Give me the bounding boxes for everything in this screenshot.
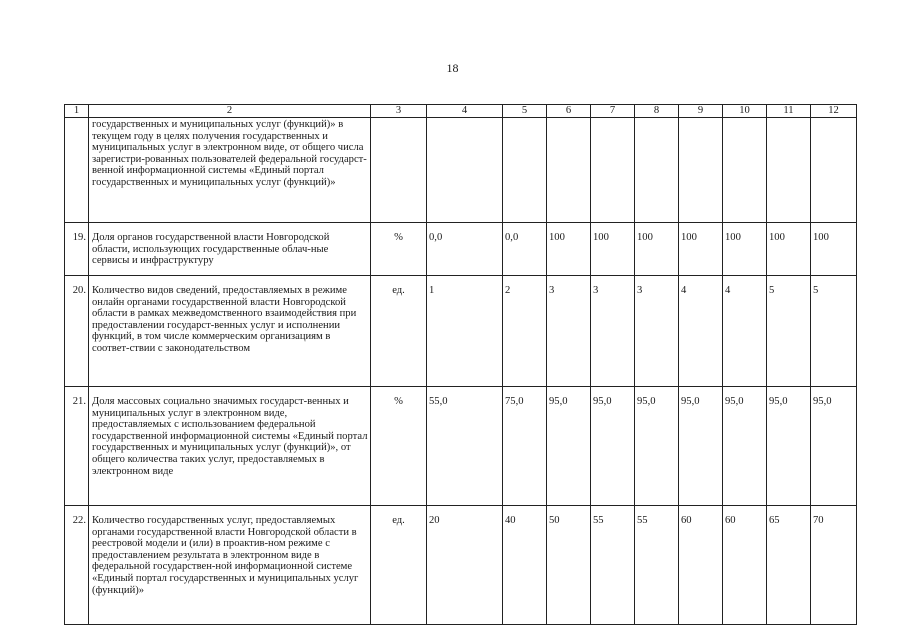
indicator-description-cell: Доля органов государственной власти Новгородской области, использующих государственные облач-ные сервисы и инфраструктуру [89, 223, 371, 276]
indicators-table [64, 104, 857, 625]
value-cell: 3 [635, 276, 679, 387]
value-cell: 55,0 [427, 387, 503, 506]
value-cell: 3 [547, 276, 591, 387]
value-cell: 4 [679, 276, 723, 387]
value-cell [591, 118, 635, 223]
value-cell [547, 118, 591, 223]
value-cell: 95,0 [547, 387, 591, 506]
value-cell: 75,0 [503, 387, 547, 506]
table-row [65, 506, 857, 625]
indicator-description-cell: Количество видов сведений, предоставляемых в режиме онлайн органами государственной власти Новгородской области в рамках межведомственного взаимодействия при предоставлении государст-венных услуг и исполнении функций, в том числе коммерческим организациям в соответ-ствии с законодательством [89, 276, 371, 387]
header-cell: 10 [723, 105, 767, 118]
value-cell: 20 [427, 506, 503, 625]
value-cell: 100 [767, 223, 811, 276]
value-cell [635, 118, 679, 223]
header-cell: 8 [635, 105, 679, 118]
row-number-cell: 21. [65, 387, 89, 506]
unit-cell: ед. [371, 276, 427, 387]
value-cell: 70 [811, 506, 857, 625]
header-cell: 2 [89, 105, 371, 118]
page-number: 18 [446, 61, 459, 75]
value-cell: 95,0 [591, 387, 635, 506]
table-row [65, 118, 857, 223]
value-cell: 60 [679, 506, 723, 625]
value-cell: 95,0 [767, 387, 811, 506]
value-cell: 55 [591, 506, 635, 625]
value-cell: 95,0 [811, 387, 857, 506]
indicator-description-cell: Количество государственных услуг, предоставляемых органами государственной власти Новгородской области в реестровой модели и (или) в проактив-ном режиме с предоставлением результата в электронном виде в федеральной государствен-ной информационной системе «Единый портал государственных и муниципальных услуг (функций)» [89, 506, 371, 625]
value-cell: 0,0 [503, 223, 547, 276]
value-cell: 100 [811, 223, 857, 276]
table-row [65, 276, 857, 387]
header-cell: 7 [591, 105, 635, 118]
value-cell: 95,0 [679, 387, 723, 506]
value-cell [811, 118, 857, 223]
unit-cell: % [371, 387, 427, 506]
indicator-description-cell: Доля массовых социально значимых государст-венных и муниципальных услуг в электронном виде, предоставляемых с использованием федеральной государственной информационной системы «Единый портал государственных и муниципальных услуг (функций)», от общего количества таких услуг, предоставляемых в электронном виде [89, 387, 371, 506]
value-cell: 60 [723, 506, 767, 625]
value-cell: 55 [635, 506, 679, 625]
header-cell: 1 [65, 105, 89, 118]
value-cell: 100 [547, 223, 591, 276]
header-cell: 3 [371, 105, 427, 118]
header-cell: 12 [811, 105, 857, 118]
value-cell [503, 118, 547, 223]
value-cell: 1 [427, 276, 503, 387]
header-cell: 4 [427, 105, 503, 118]
unit-cell [371, 118, 427, 223]
value-cell: 3 [591, 276, 635, 387]
header-cell: 9 [679, 105, 723, 118]
unit-cell: % [371, 223, 427, 276]
header-cell: 11 [767, 105, 811, 118]
value-cell: 100 [723, 223, 767, 276]
value-cell: 100 [679, 223, 723, 276]
value-cell: 40 [503, 506, 547, 625]
value-cell: 5 [767, 276, 811, 387]
row-number-cell: 22. [65, 506, 89, 625]
table-row [65, 223, 857, 276]
value-cell [427, 118, 503, 223]
row-number-cell: 20. [65, 276, 89, 387]
value-cell: 0,0 [427, 223, 503, 276]
value-cell: 100 [591, 223, 635, 276]
value-cell: 5 [811, 276, 857, 387]
value-cell: 95,0 [635, 387, 679, 506]
table-row [65, 387, 857, 506]
table-header-row [65, 105, 857, 118]
indicator-description-cell: государственных и муниципальных услуг (функций)» в текущем году в целях получения государственных и муниципальных услуг в электронном виде, от общего числа зарегистри-рованных пользователей федеральной государст-венной информационной системы «Единый портал государственных и муниципальных услуг (функций)» [89, 118, 371, 223]
row-number-cell [65, 118, 89, 223]
unit-cell: ед. [371, 506, 427, 625]
header-cell: 6 [547, 105, 591, 118]
value-cell: 50 [547, 506, 591, 625]
value-cell: 4 [723, 276, 767, 387]
header-cell: 5 [503, 105, 547, 118]
value-cell: 2 [503, 276, 547, 387]
value-cell [767, 118, 811, 223]
value-cell: 65 [767, 506, 811, 625]
value-cell: 95,0 [723, 387, 767, 506]
value-cell: 100 [635, 223, 679, 276]
value-cell [679, 118, 723, 223]
value-cell [723, 118, 767, 223]
row-number-cell: 19. [65, 223, 89, 276]
